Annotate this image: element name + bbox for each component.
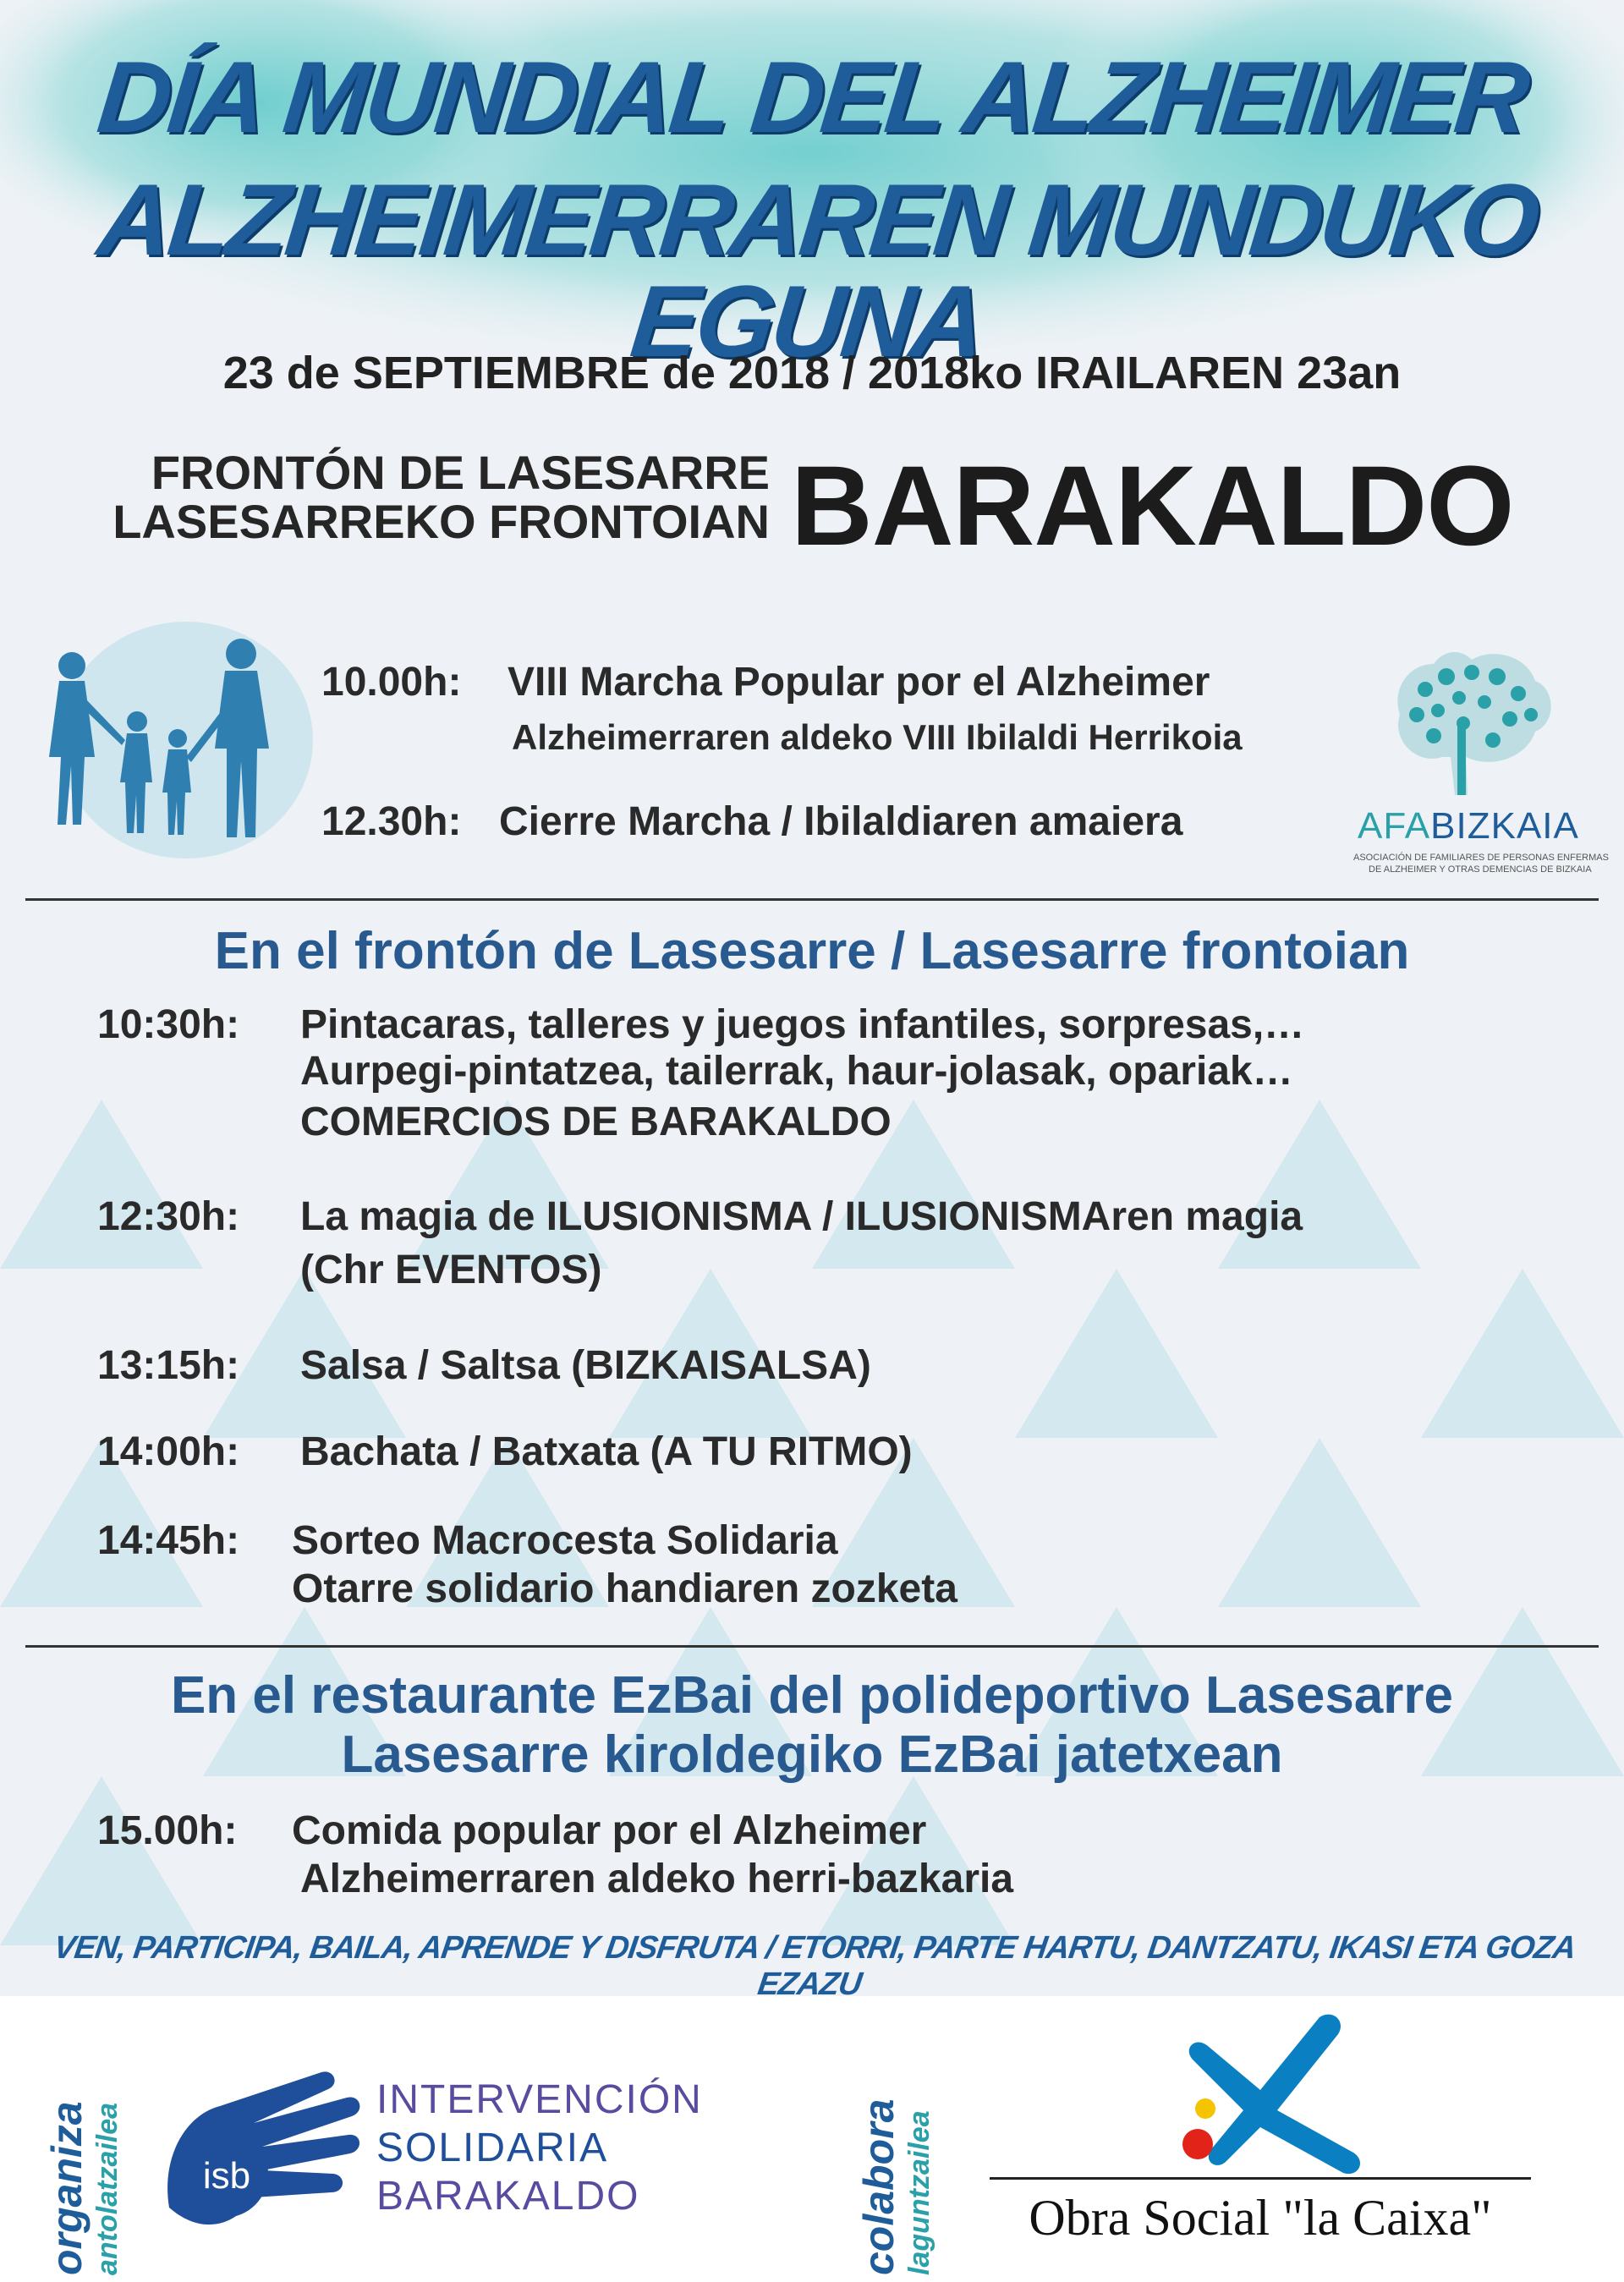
event-date: 23 de SEPTIEMBRE de 2018 / 2018ko IRAILAREN 23an: [222, 348, 1402, 398]
fronton-line-1a: Pintacaras, talleres y juegos infantiles, sorpresas,…: [300, 1002, 1305, 1047]
fronton-line-1b: Aurpegi-pintatzea, tailerrak, haur-jolasak, opariak…: [300, 1049, 1293, 1094]
org-name-3: BARAKALDO: [376, 2174, 640, 2219]
afa-logo-text: [1358, 805, 1579, 848]
fronton-line-1c: COMERCIOS DE BARAKALDO: [300, 1100, 892, 1144]
afa-subtitle-2: DE ALZHEIMER Y OTRAS DEMENCIAS DE BIZKAIA: [1369, 864, 1592, 875]
afa-logo-a: AFA: [1358, 805, 1431, 847]
fronton-time-4: 14:00h:: [97, 1429, 240, 1474]
caixa-name: Obra Social "la Caixa": [1029, 2190, 1492, 2246]
afa-logo-b: BIZKAIA: [1430, 805, 1579, 847]
restaurant-line-1: Comida popular por el Alzheimer: [292, 1808, 927, 1853]
city-name: BARAKALDO: [791, 443, 1514, 569]
fronton-time-1: 10:30h:: [97, 1002, 240, 1047]
fronton-line-2b: (Chr EVENTOS): [300, 1248, 602, 1292]
laguntzailea-label: laguntzailea: [903, 2110, 935, 2275]
slogan: VEN, PARTICIPA, BAILA, APRENDE Y DISFRUTA / ETORRI, PARTE HARTU, DANTZATU, IKASI ETA GOZA EZAZU: [51, 1930, 1578, 2002]
antolatzailea-label: antolatzailea: [91, 2102, 123, 2275]
divider-1: [25, 898, 1599, 901]
title-basque: ALZHEIMERRAREN MUNDUKO EGUNA: [92, 163, 1542, 378]
isb-hand-icon: [152, 2047, 372, 2250]
march-text-1: VIII Marcha Popular por el Alzheimer: [508, 660, 1210, 705]
restaurant-line-2: Alzheimerraren aldeko herri-bazkaria: [300, 1857, 1014, 1901]
restaurant-heading-2: Lasesarre kiroldegiko EzBai jatetxean: [341, 1725, 1283, 1784]
march-text-2: Cierre Marcha / Ibilaldiaren amaiera: [499, 799, 1183, 844]
march-time-1: 10.00h:: [321, 660, 462, 705]
fronton-line-4a: Bachata / Batxata (A TU RITMO): [300, 1429, 913, 1474]
fronton-line-2a: La magia de ILUSIONISMA / ILUSIONISMAren magia: [300, 1194, 1303, 1239]
venue-basque: LASESARREKO FRONTOIAN: [112, 495, 770, 548]
title-spanish: DÍA MUNDIAL DEL ALZHEIMER: [92, 41, 1532, 154]
caixa-rule: [990, 2177, 1531, 2180]
venue-spanish: FRONTÓN DE LASESARRE: [151, 446, 770, 499]
organiza-label: organiza: [43, 2101, 91, 2275]
divider-2: [25, 1645, 1599, 1648]
fronton-line-5a: Sorteo Macrocesta Solidaria: [292, 1518, 838, 1563]
fronton-time-2: 12:30h:: [97, 1194, 240, 1239]
fronton-line-3a: Salsa / Saltsa (BIZKAISALSA): [300, 1343, 871, 1388]
march-text-1b: Alzheimerraren aldeko VIII Ibilaldi Herrikoia: [512, 717, 1243, 757]
isb-logo-text: isb: [202, 2155, 251, 2197]
fronton-time-5: 14:45h:: [97, 1518, 240, 1563]
la-caixa-star-icon: [1125, 2009, 1379, 2178]
org-name-1: INTERVENCIÓN: [376, 2077, 703, 2122]
afa-subtitle-1: ASOCIACIÓN DE FAMILIARES DE PERSONAS ENFERMAS: [1353, 853, 1609, 863]
fronton-heading: En el frontón de Lasesarre / Lasesarre frontoian: [214, 922, 1410, 980]
family-walking-icon: [25, 613, 313, 858]
march-time-2: 12.30h:: [321, 799, 462, 844]
restaurant-time: 15.00h:: [97, 1808, 238, 1853]
restaurant-heading-1: En el restaurante EzBai del polideportivo Lasesarre: [170, 1666, 1454, 1725]
colabora-label: colabora: [855, 2098, 903, 2275]
brain-tree-icon: [1374, 630, 1569, 799]
fronton-line-5b: Otarre solidario handiaren zozketa: [292, 1566, 957, 1611]
fronton-time-3: 13:15h:: [97, 1343, 240, 1388]
org-name-2: SOLIDARIA: [376, 2126, 609, 2170]
